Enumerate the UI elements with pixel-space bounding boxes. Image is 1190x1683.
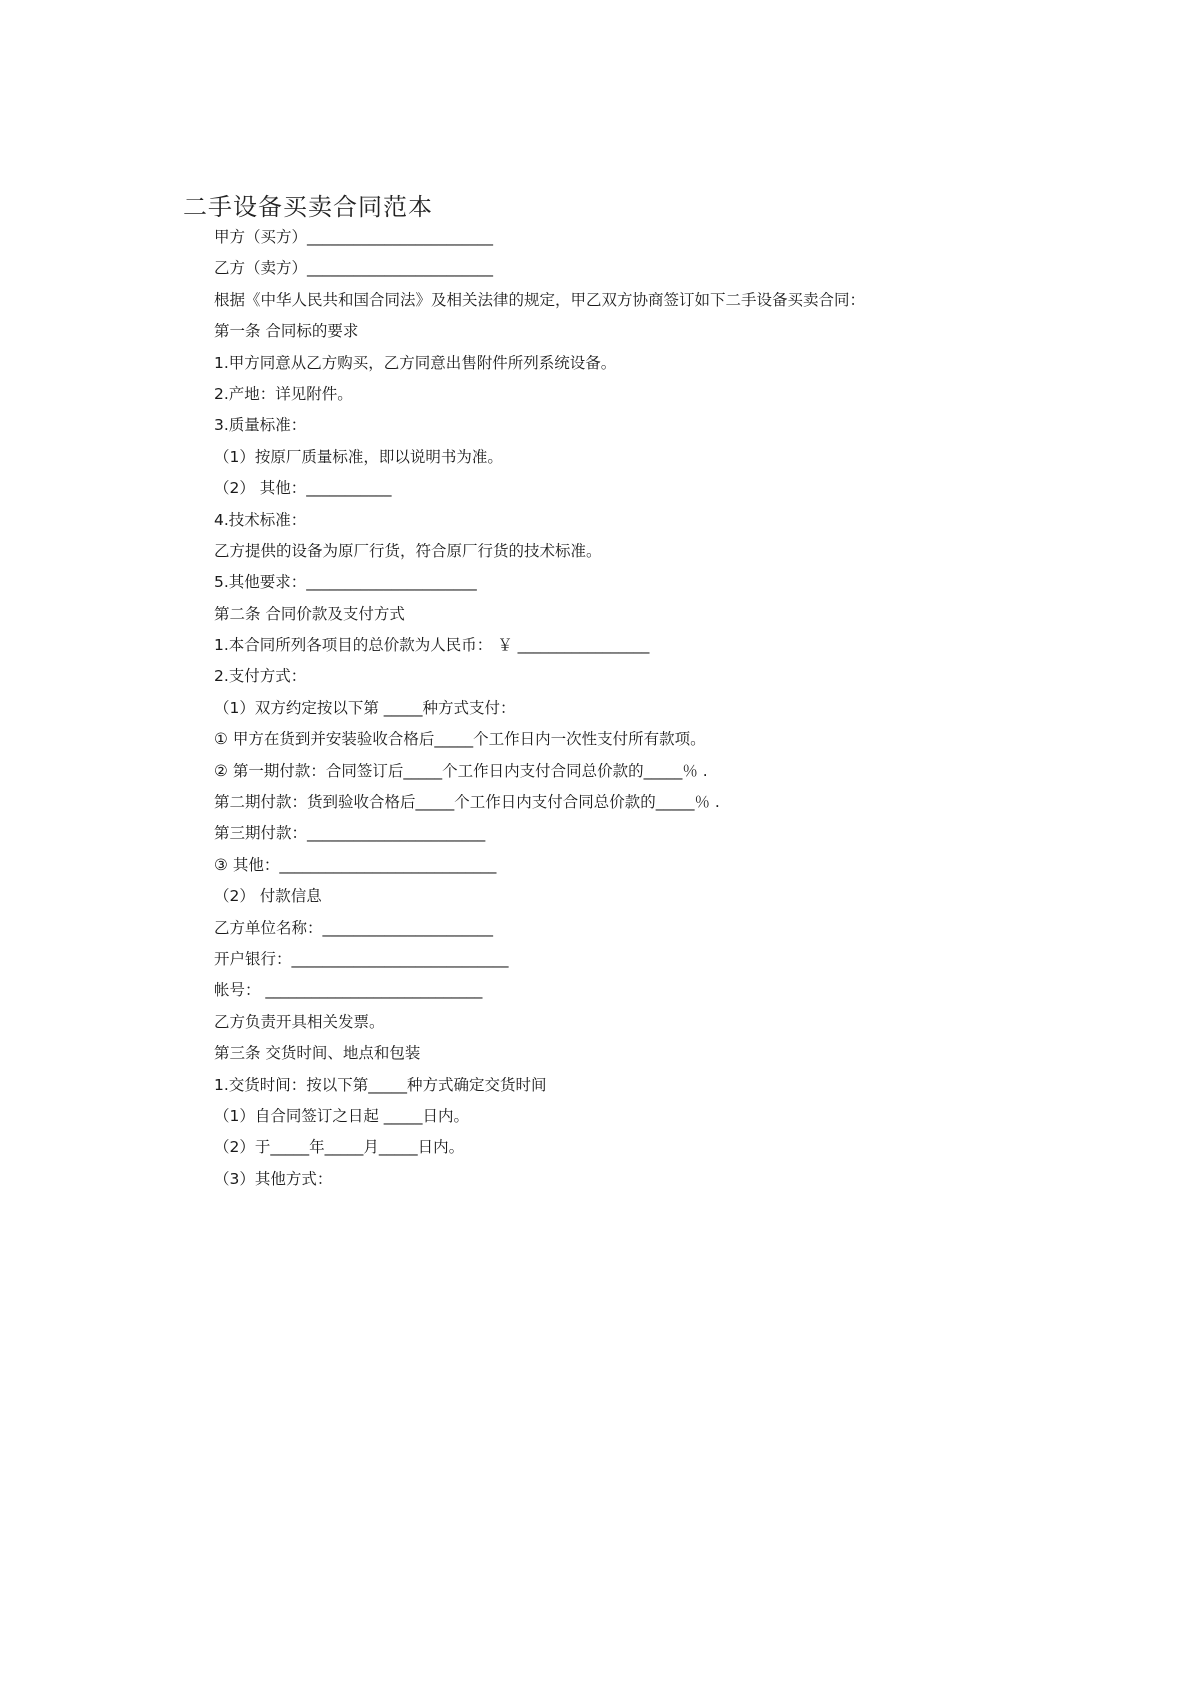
section-heading: 第一条 合同标的要求: [214, 322, 359, 341]
clause-line: 乙方单位名称：______________________: [214, 918, 494, 937]
clause-line: （2） 付款信息: [214, 887, 322, 906]
clause-line: ② 第一期付款：合同签订后_____个工作日内支付合同总价款的_____％ .: [214, 761, 708, 780]
clause-line: （1）自合同签订之日起 _____日内。: [214, 1106, 470, 1125]
clause-line: 2.产地：详见附件。: [214, 384, 353, 403]
section-heading: 第三条 交货时间、地点和包装: [214, 1044, 421, 1063]
clause-line: （2）于_____年_____月_____日内。: [214, 1138, 465, 1157]
clause-line: 开户银行：____________________________: [214, 949, 509, 968]
clause-line: ① 甲方在货到并安装验收合格后_____个工作日内一次性支付所有款项。: [214, 730, 706, 749]
clause-line: （1）双方约定按以下第 _____种方式支付：: [214, 698, 516, 717]
clause-line: 1.交货时间：按以下第_____种方式确定交货时间: [214, 1075, 547, 1094]
section-heading: 第二条 合同价款及支付方式: [214, 604, 405, 623]
clause-line: 甲方（买方）________________________: [214, 228, 494, 246]
clause-line: 第二期付款：货到验收合格后_____个工作日内支付合同总价款的_____％ .: [214, 793, 720, 812]
clause-line: 帐号： ____________________________: [214, 981, 483, 1000]
document-title: 二手设备买卖合同范本: [183, 193, 433, 221]
clause-line: （3）其他方式：: [214, 1169, 333, 1188]
clause-line: ③ 其他：____________________________: [214, 855, 497, 874]
clause-line: 乙方提供的设备为原厂行货，符合原厂行货的技术标准。: [214, 541, 602, 560]
clause-line: 1.本合同所列各项目的总价款为人民币： ￥ _________________: [214, 636, 650, 655]
clause-line: 3.质量标准：: [214, 416, 307, 435]
clause-line: （1）按原厂质量标准，即以说明书为准。: [214, 447, 503, 466]
clause-line: （2） 其他：___________: [214, 479, 392, 498]
clause-line: 根据《中华人民共和国合同法》及相关法律的规定，甲乙双方协商签订如下二手设备买卖合同：: [214, 290, 866, 309]
clause-line: 乙方负责开具相关发票。: [214, 1012, 385, 1031]
clause-line: 乙方（卖方）________________________: [214, 259, 494, 278]
clause-line: 第三期付款：_______________________: [214, 824, 486, 843]
clause-line: 4.技术标准：: [214, 510, 307, 529]
clause-line: 1.甲方同意从乙方购买，乙方同意出售附件所列系统设备。: [214, 353, 617, 372]
clause-line: 5.其他要求：______________________: [214, 573, 477, 592]
contract-body: [214, 222, 1114, 1195]
clause-line: 2.支付方式：: [214, 667, 307, 686]
